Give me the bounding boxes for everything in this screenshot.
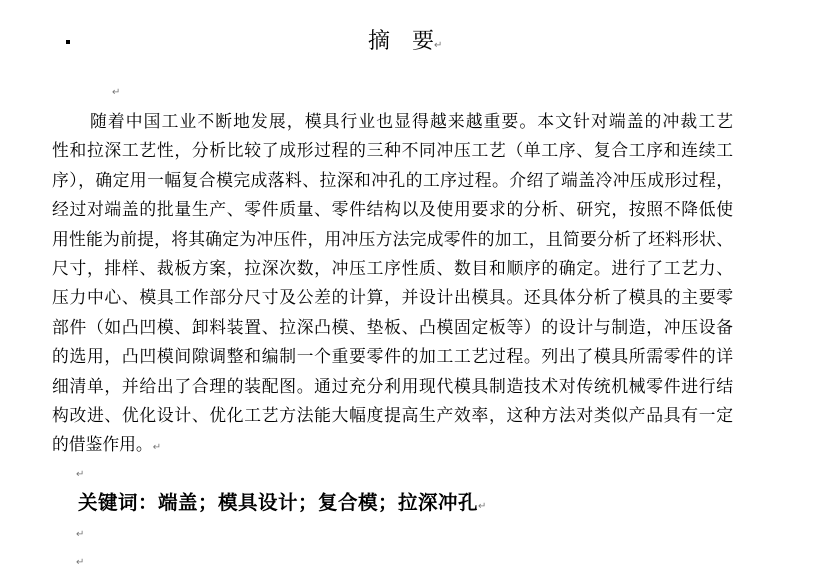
abstract-line: 用性能为前提，将其确定为冲压件，用冲压方法完成零件的加工，且简要分析了坯料形状、 (52, 228, 733, 249)
abstract-paragraph (52, 107, 733, 460)
abstract-line: 尺寸，排样、裁板方案，拉深次数，冲压工序性质、数目和顺序的确定。进行了工艺力、 (52, 257, 733, 278)
abstract-line: 构改进、优化设计、优化工艺方法能大幅度提高生产效率，这种方法对类似产品具有一定 (52, 404, 733, 425)
paragraph-mark: ↵ (434, 40, 443, 51)
abstract-line-final (52, 430, 733, 459)
abstract-line: 经过对端盖的批量生产、零件质量、零件结构以及使用要求的分析、研究，按照不降低使 (52, 199, 733, 220)
keywords-value: 端盖；模具设计；复合模；拉深冲孔 (158, 491, 479, 514)
abstract-line: 序），确定用一幅复合模完成落料、拉深和冲孔的工序过程。介绍了端盖冷冲压成形过程， (52, 169, 733, 190)
keywords-label: 关键词： (78, 491, 159, 514)
paragraph-mark: ↵ (76, 469, 85, 480)
abstract-title-text: 摘 要 (368, 29, 435, 54)
abstract-line: 性和拉深工艺性，分析比较了成形过程的三种不同冲压工艺（单工序、复合工序和连续工 (52, 140, 733, 161)
abstract-line: 细清单，并给出了合理的装配图。通过充分利用现代模具制造技术对传统机械零件进行结 (52, 375, 733, 396)
abstract-line: 压力中心、模具工作部分尺寸及公差的计算，并设计出模具。还具体分析了模具的主要零 (52, 287, 733, 308)
abstract-line: 的选用，凸凹模间隙调整和编制一个重要零件的加工工艺过程。列出了模具所需零件的详 (52, 346, 733, 367)
paragraph-mark: ↵ (152, 442, 162, 454)
paragraph-mark: ↵ (76, 529, 85, 540)
abstract-line: 部件（如凸凹模、卸料装置、拉深凸模、垫板、凸模固定板等）的设计与制造，冲压设备 (52, 316, 733, 337)
abstract-line: 随着中国工业不断地发展，模具行业也显得越来越重要。本文针对端盖的冲裁工艺 (90, 111, 733, 131)
paragraph-mark: ↵ (112, 87, 121, 98)
abstract-line-final-text: 的借鉴作用。 (52, 434, 153, 455)
paragraph-mark: ↵ (478, 501, 487, 512)
bullet-mark (66, 40, 70, 44)
paragraph-mark: ↵ (76, 557, 85, 568)
abstract-title (368, 28, 442, 56)
keywords-line (78, 489, 487, 517)
